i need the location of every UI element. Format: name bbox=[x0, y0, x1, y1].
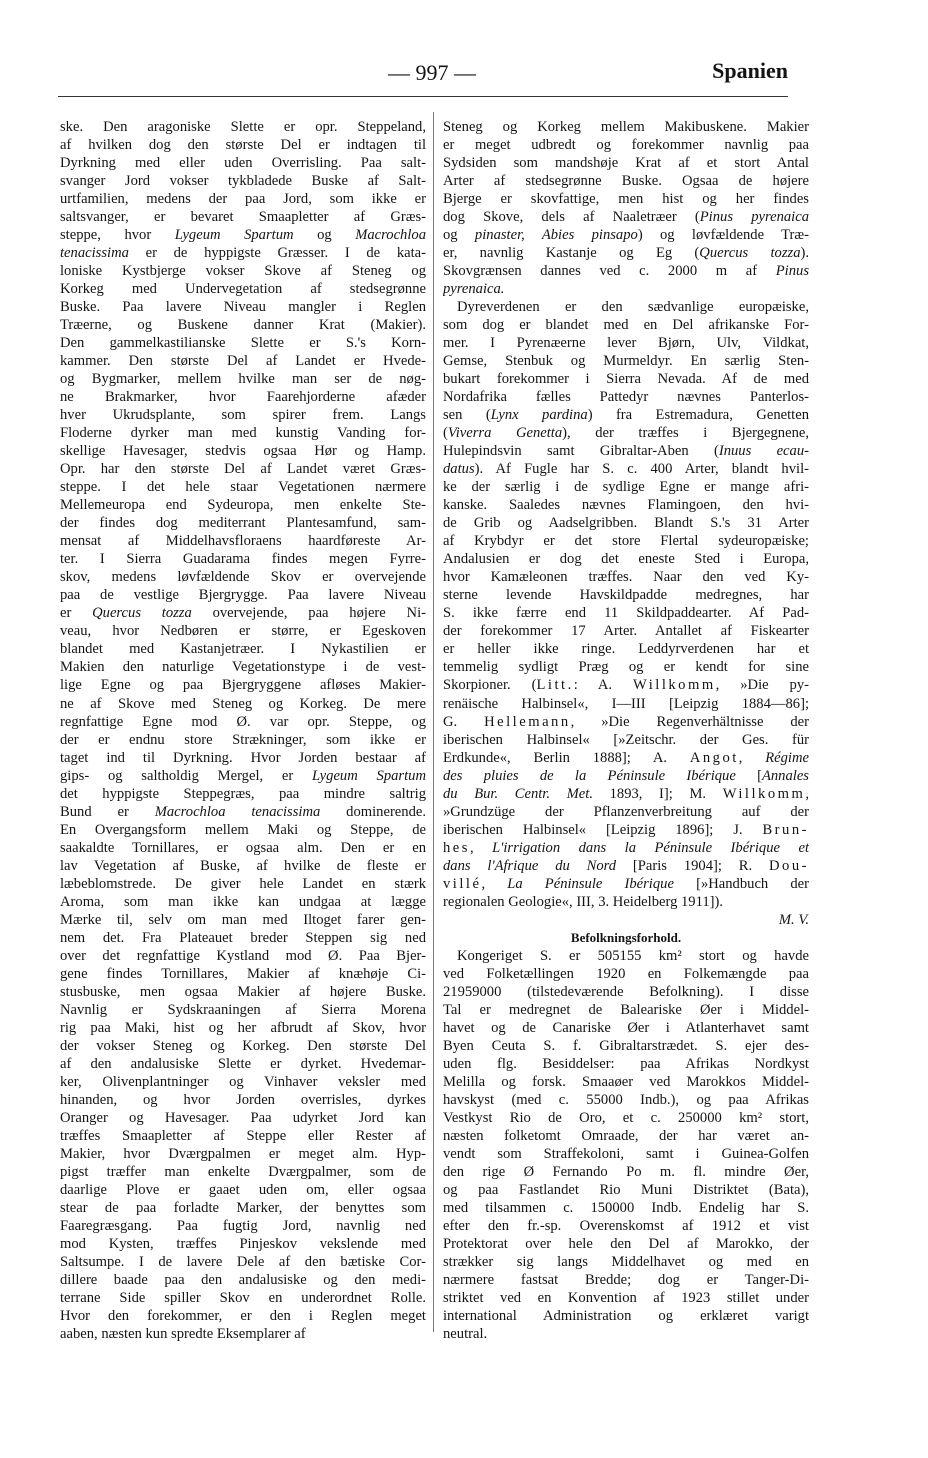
left-column-line: der vokser Steneg og Korkeg. Den største Del bbox=[60, 1037, 426, 1054]
right-column-line: du Bur. Centr. Met. 1893, I]; M. Willkomm, bbox=[443, 785, 809, 802]
right-column-line: 21959000 (tilstedeværende Befolkning). I disse bbox=[443, 983, 809, 1000]
left-column-line: Mærke til, selv om man med Iltoget farer gen- bbox=[60, 911, 426, 928]
left-column-line: læbeblomstrede. De giver hele Landet en stærk bbox=[60, 875, 426, 892]
left-column-line: hinanden, og hvor Jorden overrisles, dyrkes bbox=[60, 1091, 426, 1108]
right-column bbox=[443, 118, 809, 1343]
left-column-line: paa de vestlige Bjergrygge. Paa lavere Niveau bbox=[60, 587, 426, 604]
left-column-line: svanger Jord vokser tykbladede Buske af Salt- bbox=[60, 173, 426, 190]
right-column-line: international Administration og erklæret varigt bbox=[443, 1308, 809, 1325]
left-column-line: tenacissima er de hyppigste Græsser. I de kata- bbox=[60, 245, 426, 262]
right-column-line: er meget udbredt og forekommer navnlig paa bbox=[443, 137, 809, 154]
left-column-line: Opr. har den største Del af Landet været Græs- bbox=[60, 461, 426, 478]
left-column-line: Makien den naturlige Vegetationstype i de vest- bbox=[60, 659, 426, 676]
right-column-line: efter den fr.-sp. Overenskomst af 1912 et vist bbox=[443, 1217, 809, 1234]
left-column-line: blandet med Kastanjetræer. I Nykastilien er bbox=[60, 641, 426, 658]
running-head: Spanien bbox=[712, 58, 788, 83]
right-column-line: Bjerge er skovfattige, men hist og her findes bbox=[443, 191, 809, 208]
right-column-line: ved Folketællingen 1920 en Folkemængde paa bbox=[443, 965, 809, 982]
right-column-line: bukart forekommer i Sierra Nevada. Af de med bbox=[443, 371, 809, 388]
left-column-line: pigst træffer man enkelte Dværgpalmer, som de bbox=[60, 1163, 426, 1180]
right-column-line: Byen Ceuta S. f. Gibraltarstrædet. S. ejer des- bbox=[443, 1037, 809, 1054]
left-column-line: af den andalusiske Slette er dyrket. Hvedemar- bbox=[60, 1055, 426, 1072]
left-column-line: gene findes Tornillares, Makier af knæhøje Ci- bbox=[60, 965, 426, 982]
right-column-line: Protektorat over hele den Del af Marokko, der bbox=[443, 1235, 809, 1252]
left-column-line: stusbuske, men ogsaa Makier af højere Buske. bbox=[60, 983, 426, 1000]
left-column-line: lav Vegetation af Buske, af hvilke de fleste er bbox=[60, 857, 426, 874]
left-column-line: saltsvanger, er bevaret Smaapletter af Græs- bbox=[60, 209, 426, 226]
right-column-line: er heller ikke ringe. Leddyrverdenen har et bbox=[443, 641, 809, 658]
left-column-line: mensat af Middelhavsfloraens haardføreste Ar- bbox=[60, 533, 426, 550]
column-divider bbox=[433, 112, 434, 1332]
right-column-line: Sydsiden som mandshøje Krat af et stort Antal bbox=[443, 155, 809, 172]
right-column-line: Skovgrænsen dannes ved c. 2000 m af Pinus bbox=[443, 263, 809, 280]
left-column-line: dillere baade paa den andalusiske og den medi- bbox=[60, 1272, 426, 1288]
left-column-line: ker, Olivenplantninger og Vinhaver veksler med bbox=[60, 1073, 426, 1090]
left-column-line: aaben, næsten kun spredte Eksemplarer af bbox=[60, 1326, 306, 1343]
right-column-line: Skorpioner. (Litt.: A. Willkomm, »Die py- bbox=[443, 677, 809, 694]
right-column-line: vendt som Straffekoloni, samt i Guinea-Golfen bbox=[443, 1145, 809, 1162]
left-column-line: skov, medens løvfældende Skov er overvejende bbox=[60, 569, 426, 586]
left-column-line: Korkeg med Undervegetation af stedsegrønne bbox=[60, 281, 426, 298]
left-column-line: Makier, hvor Dværgpalmen er meget alm. Hyp- bbox=[60, 1145, 426, 1162]
left-column-line: steppe. I det hele staar Vegetationen nærmere bbox=[60, 479, 426, 496]
right-column-line: havet og de Canariske Øer i Atlanterhavet samt bbox=[443, 1019, 809, 1036]
right-column-line: Hulepindsvin samt Gibraltar-Aben (Inuus ecau- bbox=[443, 443, 809, 460]
left-column-line: ter. I Sierra Guadarama findes megen Fyrre- bbox=[60, 551, 426, 568]
right-column-line: neutral. bbox=[443, 1326, 488, 1343]
right-column-line: iberischen Halbinsel« [Leipzig 1896]; J. Brun- bbox=[443, 821, 809, 838]
right-column-line: der forekommer 17 Arter. Antallet af Fiskearter bbox=[443, 623, 809, 640]
left-column-line: Buske. Paa lavere Niveau mangler i Reglen bbox=[60, 299, 426, 316]
left-column-line: taget ind til Dyrkning. Hvor Jorden bestaar af bbox=[60, 749, 426, 766]
right-column-line: havskyst (med c. 55000 Indb.), og paa Afrikas bbox=[443, 1091, 809, 1108]
right-column-line: Befolkningsforhold. bbox=[570, 929, 682, 945]
left-column-line: skellige Havesager, stedvis ogsaa Hør og Hamp. bbox=[60, 443, 426, 460]
left-column-line: daarlige Plove er gaaet uden om, eller ogsaa bbox=[60, 1181, 426, 1198]
left-column-line: ne af Skove med Steneg og Korkeg. De mere bbox=[60, 695, 426, 712]
page-number: — 997 — bbox=[388, 60, 476, 85]
left-column-line: kammer. Den største Del af Landet er Hvede- bbox=[60, 353, 426, 370]
right-column-line: iberischen Halbinsel« [»Zeitschr. der Ges. für bbox=[443, 731, 809, 748]
right-column-line: Gemse, Stenbuk og Murmeldyr. En særlig Sten- bbox=[443, 353, 809, 370]
left-column-line: Aroma, som man ikke kan undgaa at lægge bbox=[60, 893, 426, 910]
left-column-line: over det regnfattige Kystland mod Ø. Paa Bjer- bbox=[60, 947, 426, 964]
right-column-line: Vestkyst Rio de Oro, et c. 250000 km² stort, bbox=[443, 1109, 809, 1126]
left-column-line: saakaldte Tornillares, er ogsaa alm. Den er en bbox=[60, 839, 426, 856]
right-column-line: strækker sig langs Middelhavet og med en bbox=[443, 1253, 809, 1270]
left-column-line: og Bygmarker, mellem hvilke man ser de nøg- bbox=[60, 371, 426, 388]
left-column-line: Saltsumpe. I de lavere Dele af den bætiske Cor- bbox=[60, 1253, 426, 1270]
left-column-line: steppe, hvor Lygeum Spartum og Macrochloa bbox=[60, 227, 426, 244]
right-column-line: sterne levende Havskildpadde medregnes, har bbox=[443, 587, 809, 604]
left-column-line: Den gammelkastilianske Slette er S.'s Korn- bbox=[60, 335, 426, 352]
left-column-line: træffes Smaapletter af Steppe eller Rester af bbox=[60, 1127, 426, 1144]
right-column-line: hes, L'irrigation dans la Péninsule Ibérique et bbox=[443, 839, 809, 856]
right-column-line: des pluies de la Péninsule Ibérique [Annales bbox=[443, 767, 809, 784]
right-column-line: nærmere fastsat Bredde; dog er Tanger-Di- bbox=[443, 1272, 809, 1288]
right-column-line: (Viverra Genetta), der træffes i Bjergegnene, bbox=[443, 425, 809, 442]
right-column-line: Nordafrika fælles Pattedyr nævnes Panterlos- bbox=[443, 389, 809, 406]
right-column-line: renäische Halbinsel«, I—III [Leipzig 1884—86]; bbox=[443, 695, 809, 712]
right-column-line: datus). Af Fugle har S. c. 400 Arter, blandt hvil- bbox=[443, 461, 809, 478]
left-column-line: urtfamilien, medens der paa Jord, som ikke er bbox=[60, 191, 426, 208]
right-column-line: sen (Lynx pardina) fra Estremadura, Genetten bbox=[443, 407, 809, 424]
left-column-line: rig paa Maki, hist og her afbrudt af Skov, hvor bbox=[60, 1019, 426, 1036]
right-column-line: og pinaster, Abies pinsapo) og løvfældende Træ- bbox=[443, 227, 809, 244]
left-column-line: stear de paa forladte Marker, der benyttes som bbox=[60, 1199, 426, 1216]
left-column-line: ske. Den aragoniske Slette er opr. Steppeland, bbox=[60, 119, 426, 135]
right-column-line: Andalusien er dog det eneste Sted i Europa, bbox=[443, 551, 809, 568]
right-column-line: den rige Ø Fernando Po m. fl. mindre Øer, bbox=[443, 1163, 809, 1180]
right-column-line: næsten folketomt Omraade, der har været an- bbox=[443, 1127, 809, 1144]
right-column-line: G. Hellemann, »Die Regenverhältnisse der bbox=[443, 713, 809, 730]
right-column-line: striktet ved en Konvention af 1923 stillet under bbox=[443, 1290, 809, 1307]
left-column-line: terrane Side spiller Skov en underordnet Rolle. bbox=[60, 1290, 426, 1307]
left-column-line: loniske Kystbjerge vokser Skove af Steneg og bbox=[60, 263, 426, 280]
left-column-line: Træerne, og Buskene danner Krat (Makier). bbox=[60, 317, 426, 334]
left-column-line: Mellemeuropa end Sydeuropa, men enkelte Ste- bbox=[60, 497, 426, 514]
right-column-line: de Grib og Aadselgribben. Blandt S.'s 31 Arter bbox=[443, 515, 809, 532]
right-column-line: dog Skove, dels af Naaletræer (Pinus pyrenaica bbox=[443, 209, 809, 226]
left-column-line: er Quercus tozza overvejende, paa højere Ni- bbox=[60, 605, 426, 622]
right-column-line: M. V. bbox=[778, 911, 809, 928]
left-column-line: regnfattige Egne mod Ø. var opr. Steppe, og bbox=[60, 713, 426, 730]
right-column-line: af Krybdyr er det store Flertal sydeuropæiske; bbox=[443, 533, 809, 550]
left-column-line: Floderne dyrker man med kunstig Vanding for- bbox=[60, 425, 426, 442]
right-column-line: hvor Kamæleonen træffes. Naar den ved Ky- bbox=[443, 569, 809, 586]
left-column-line: Faaregræsgang. Paa fugtig Jord, navnlig ned bbox=[60, 1217, 426, 1234]
right-column-line: og paa Fastlandet Rio Muni Distriktet (Bata), bbox=[443, 1181, 809, 1198]
left-column-line: En Overgangsform mellem Maki og Steppe, de bbox=[60, 821, 426, 838]
left-column-line: Bund er Macrochloa tenacissima dominerende. bbox=[60, 803, 426, 820]
right-column-line: villé, La Péninsule Ibérique [»Handbuch der bbox=[443, 875, 809, 892]
left-column-line: nem det. Fra Plateauet breder Steppen sig ned bbox=[60, 929, 426, 946]
right-column-line: ke der særlig i de sydlige Egne er mange afri- bbox=[443, 479, 809, 496]
right-column-line: uden flg. Besiddelser: paa Afrikas Nordkyst bbox=[443, 1055, 809, 1072]
right-column-line: »Grundzüge der Pflanzenverbreitung auf der bbox=[443, 803, 809, 820]
left-column-line: Navnlig er Sydskraaningen af Sierra Morena bbox=[60, 1001, 426, 1018]
right-column-line: med tilsammen c. 150000 Indb. Endelig har S. bbox=[443, 1199, 809, 1216]
left-column-line: Oranger og Havesager. Paa udyrket Jord kan bbox=[60, 1109, 426, 1126]
left-column-line: der findes dog mediterrant Plantesamfund, sam- bbox=[60, 515, 426, 532]
right-column-line: S. ikke færre end 11 Skildpaddearter. Af Pad- bbox=[443, 605, 809, 622]
left-column-line: ne Brakmarker, hvor Faarehjorderne afæder bbox=[60, 389, 426, 406]
page-header bbox=[58, 56, 788, 92]
right-column-line: Steneg og Korkeg mellem Makibuskene. Makier bbox=[443, 119, 809, 135]
left-column-line: veau, hvor Nedbøren er større, er Egeskoven bbox=[60, 623, 426, 640]
left-column bbox=[60, 118, 426, 1343]
right-column-line: som dog er blandet med en Del afrikanske For- bbox=[443, 317, 809, 334]
left-column-line: det hyppigste Steppegræs, paa mindre saltrig bbox=[60, 785, 426, 802]
left-column-line: Hvor den forekommer, er den i Reglen meget bbox=[60, 1308, 426, 1325]
header-rule bbox=[58, 96, 788, 97]
right-column-line: er, navnlig Kastanje og Eg (Quercus tozza). bbox=[443, 245, 809, 262]
right-column-line: regionalen Geologie«, III, 3. Heidelberg 1911]). bbox=[443, 893, 724, 910]
left-column-line: af hvilken dog den største Del er indtagen til bbox=[60, 137, 426, 154]
right-column-line: temmelig sydligt Præg og er kendt for sine bbox=[443, 659, 809, 676]
left-column-line: lige Egne og paa Bjergryggene afløses Makier- bbox=[60, 677, 426, 694]
right-column-line: Kongeriget S. er 505155 km² stort og havde bbox=[457, 947, 809, 964]
right-column-line: mer. I Pyrenæerne lever Bjørn, Ulv, Vildkat, bbox=[443, 335, 809, 352]
left-column-line: gips- og saltholdig Mergel, er Lygeum Spartum bbox=[60, 767, 426, 784]
right-column-line: dans l'Afrique du Nord [Paris 1904]; R. Dou- bbox=[443, 857, 809, 874]
left-column-line: Dyrkning med eller uden Overrisling. Paa salt- bbox=[60, 155, 426, 172]
right-column-line: Arter af stedsegrønne Buske. Ogsaa de højere bbox=[443, 173, 809, 190]
right-column-line: Melilla og forsk. Smaaøer ved Marokkos Middel- bbox=[443, 1073, 809, 1090]
left-column-line: hver Ukrudsplante, som spirer frem. Langs bbox=[60, 407, 426, 424]
right-column-line: Erdkunde«, Berlin 1888]; A. Angot, Régime bbox=[443, 749, 809, 766]
right-column-line: Dyreverdenen er den sædvanlige europæiske, bbox=[457, 299, 809, 316]
right-column-line: Tal er medregnet de Baleariske Øer i Middel- bbox=[443, 1001, 809, 1018]
left-column-line: mod Kysten, træffes Pinjeskov vekslende med bbox=[60, 1235, 426, 1252]
right-column-line: kanske. Saaledes nævnes Flamingoen, den hvi- bbox=[443, 497, 809, 514]
left-column-line: der er endnu store Strækninger, som ikke er bbox=[60, 731, 426, 748]
right-column-line: pyrenaica. bbox=[443, 281, 505, 298]
